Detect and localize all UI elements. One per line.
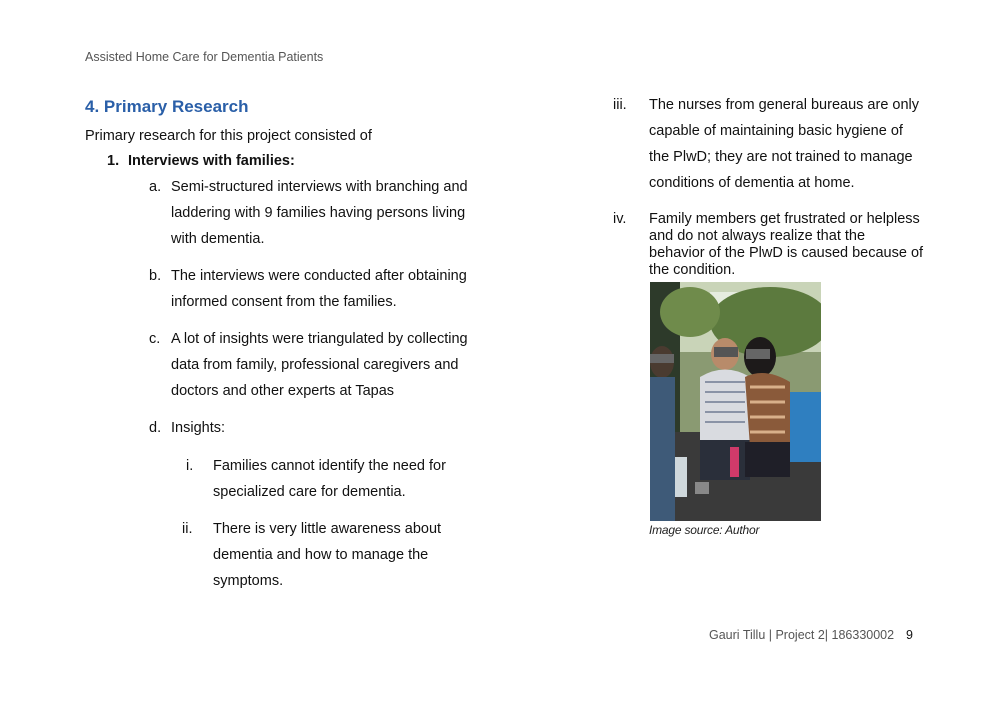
- insight-item-iv: Family members get frustrated or helpless and do not always realize that the behavior of the PlwD is caused because of the condition.: [649, 211, 924, 278]
- list-item-b: The interviews were conducted after obtaining informed consent from the families.: [171, 268, 467, 310]
- list-marker-iii: iii.: [613, 97, 627, 113]
- interviews-label: Interviews with families:: [128, 153, 295, 169]
- list-marker-i: i.: [186, 458, 194, 474]
- running-header: Assisted Home Care for Dementia Patients: [85, 50, 324, 64]
- list-marker-b: b.: [149, 268, 162, 284]
- list-marker-ii: ii.: [182, 521, 193, 537]
- list-marker-1: 1.: [107, 153, 120, 169]
- list-marker-c: c.: [149, 331, 161, 347]
- intro-text: Primary research for this project consisted of: [85, 128, 372, 144]
- footer-text: Gauri Tillu | Project 2| 186330002: [709, 628, 895, 642]
- image-caption: Image source: Author: [649, 523, 760, 537]
- section-heading: 4. Primary Research: [85, 97, 249, 116]
- insight-item-ii: There is very little awareness about dementia and how to manage the symptoms.: [213, 521, 442, 589]
- list-marker-d: d.: [149, 420, 162, 436]
- list-marker-a: a.: [149, 179, 162, 195]
- list-item-c: A lot of insights were triangulated by collecting data from family, professional caregivers and doctors and other experts at Tapas: [171, 331, 468, 399]
- list-marker-iv: iv.: [613, 211, 627, 227]
- page-number: 9: [906, 628, 913, 642]
- insight-item-i: Families cannot identify the need for specialized care for dementia.: [213, 458, 446, 500]
- insights-label: Insights:: [171, 420, 225, 436]
- insight-item-iii: The nurses from general bureaus are only capable of maintaining basic hygiene of the PlwD; they are not trained to manage conditions of dementia at home.: [649, 97, 920, 191]
- list-item-a: Semi-structured interviews with branching and laddering with 9 families having persons living with dementia.: [171, 179, 468, 247]
- family-interview-photo: [650, 282, 821, 521]
